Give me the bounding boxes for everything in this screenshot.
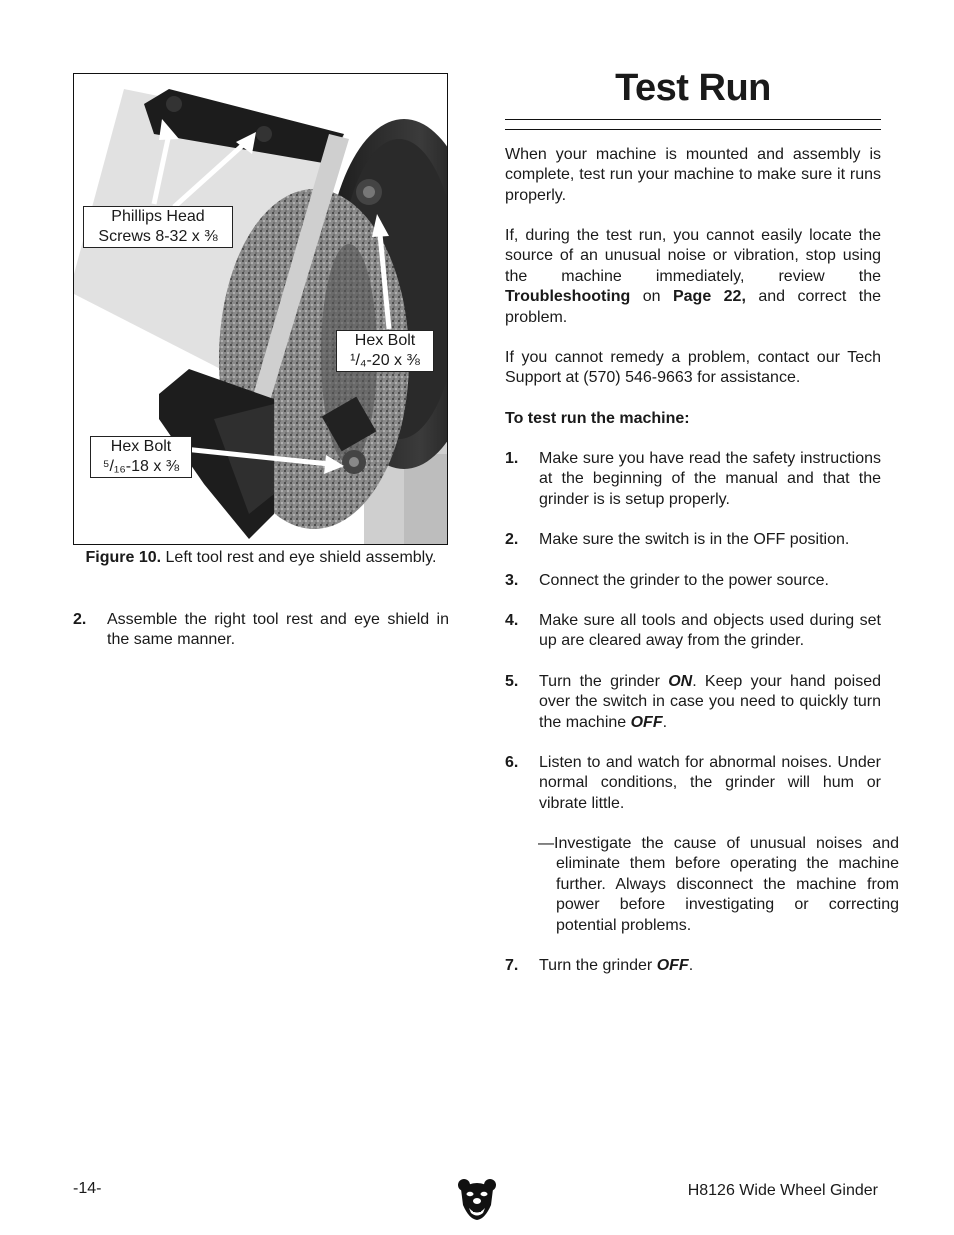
figure-caption-text: Left tool rest and eye shield assembly. (161, 549, 437, 566)
step-2 (505, 530, 881, 552)
text-run: Turn the grinder (539, 673, 669, 690)
bear-logo-icon (457, 1177, 497, 1227)
step-number: 2. (505, 531, 519, 548)
figure-10-photo (73, 73, 448, 545)
step-5 (505, 672, 881, 734)
step-text: Make sure all tools and objects used during set up are cleared away from the grinder. (539, 612, 881, 650)
step-3 (505, 571, 881, 593)
step-number: 2. (73, 611, 87, 628)
callout-line: ⁵/₁₆-18 x ⅜ (102, 458, 180, 475)
on-emphasis: ON (668, 673, 693, 690)
step-text (539, 956, 881, 976)
step-7 (505, 956, 881, 978)
callout-line: ¹/₄-20 x ⅜ (350, 352, 420, 369)
page-number: -14- (73, 1180, 102, 1197)
intro-paragraph: When your machine is mounted and assembly is complete, test run your machine to make sure it runs properly. (505, 146, 881, 204)
text-run: If, during the test run, you cannot easily locate the source of an unusual noise or vibration, stop using the machine immediately, review the (505, 227, 881, 285)
step-text: Make sure you have read the safety instructions at the beginning of the manual and that the grinder is is setup properly. (539, 450, 881, 508)
figure-caption-label: Figure 10. (85, 549, 162, 566)
step-text: Make sure the switch is in the OFF position. (539, 531, 850, 548)
callout-line: Hex Bolt (354, 332, 416, 349)
troubleshooting-paragraph (505, 226, 881, 328)
support-paragraph: If you cannot remedy a problem, contact our Tech Support at (570) 546-9663 for assistance. (505, 349, 881, 387)
text-run: Turn the grinder (539, 957, 657, 974)
model-name: H8126 Wide Wheel Ginder (687, 1182, 878, 1199)
step-text: Assemble the right tool rest and eye shield in the same manner. (107, 611, 449, 649)
off-emphasis: OFF (656, 957, 689, 974)
step-number: 5. (505, 673, 519, 690)
text-run: . (662, 713, 668, 731)
step-number: 4. (505, 612, 519, 629)
step-6-note: —Investigate the cause of unusual noises and eliminate them before operating the machine further. Always disconnect the machine from power before investigating or correcting potential problems. (538, 835, 899, 934)
callout-hex-bolt-lower (90, 436, 192, 478)
troubleshooting-ref: Troubleshooting (505, 288, 631, 306)
section-title: Test Run (615, 67, 771, 109)
text-run: on (630, 288, 673, 306)
step-text: Listen to and watch for abnormal noises. Under normal conditions, the grinder will hum or vibrate little. (539, 754, 881, 812)
step-text (539, 672, 881, 733)
left-step-2 (73, 610, 449, 652)
figure-caption (73, 548, 449, 568)
text-run: . Keep your hand poised over the switch in case you need to quickly turn the machine (539, 673, 882, 731)
step-number: 6. (505, 754, 519, 771)
page-ref: Page 22, (672, 288, 746, 306)
step-1 (505, 449, 881, 511)
callout-line: Hex Bolt (110, 438, 172, 455)
text-run: . (688, 957, 694, 974)
step-text: Connect the grinder to the power source. (539, 572, 829, 589)
callout-line: Screws 8-32 x ⅜ (98, 228, 218, 245)
off-emphasis: OFF (630, 713, 663, 731)
text-run: and correct the problem. (505, 288, 882, 326)
step-6 (505, 753, 881, 815)
title-rule-top (505, 119, 881, 120)
title-rule-bottom (505, 129, 881, 130)
step-number: 7. (505, 957, 519, 974)
callout-phillips-screws (83, 206, 233, 248)
step-4 (505, 611, 881, 653)
step-number: 3. (505, 572, 519, 589)
callout-hex-bolt-upper (336, 330, 434, 372)
procedure-heading: To test run the machine: (505, 410, 690, 427)
callout-line: Phillips Head (111, 208, 205, 225)
step-number: 1. (505, 450, 519, 467)
